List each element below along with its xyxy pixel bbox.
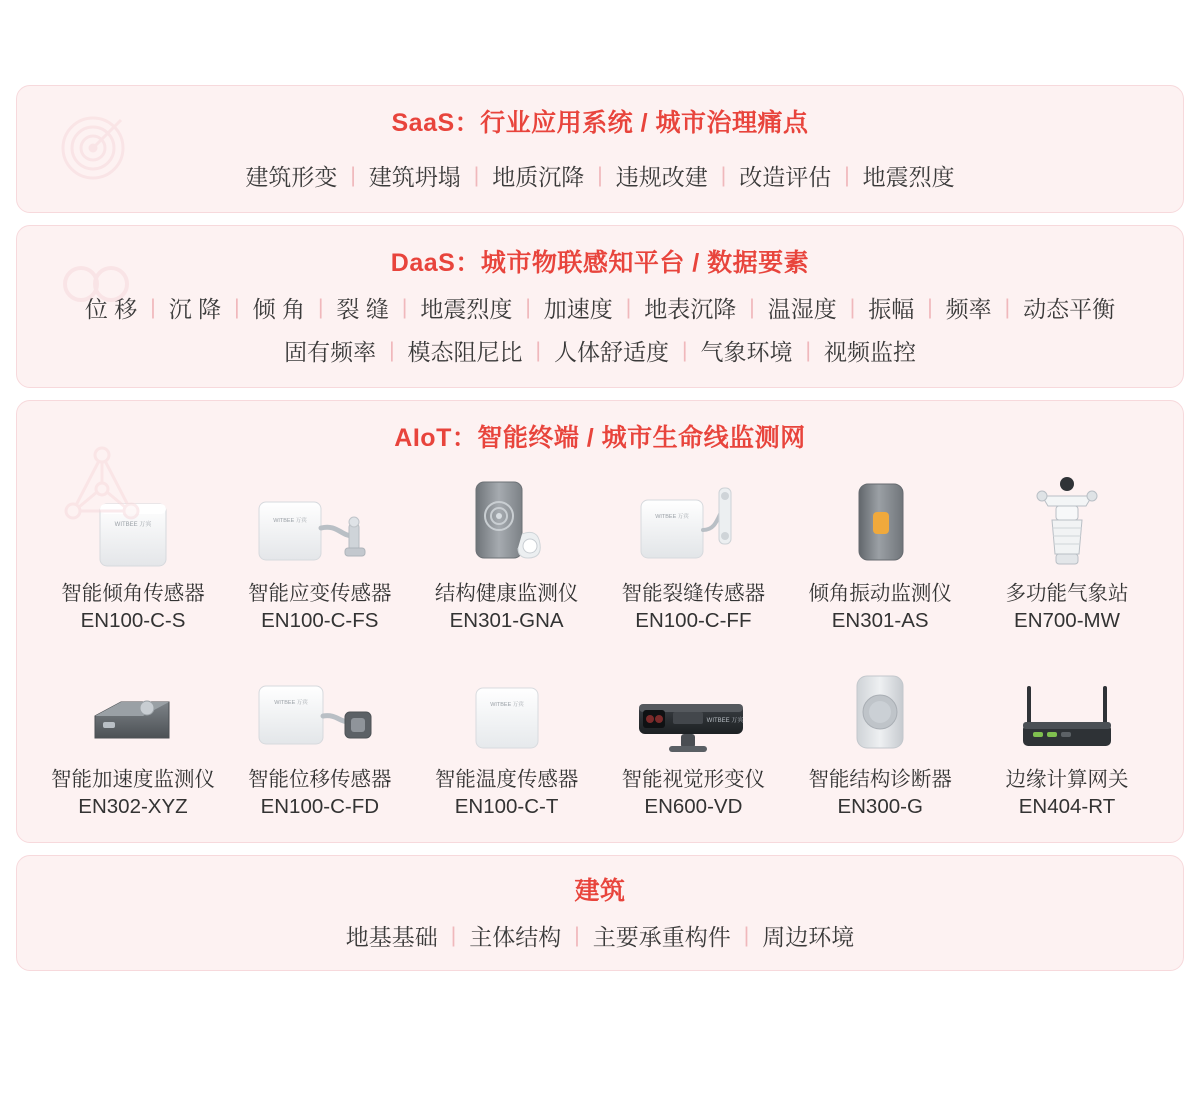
device-model: EN700-MW xyxy=(1014,609,1120,633)
separator: | xyxy=(1004,296,1011,319)
layer-card-daas xyxy=(16,225,1184,388)
crack-sensor-icon xyxy=(607,466,779,574)
svg-text:WITBEE 万宾: WITBEE 万宾 xyxy=(273,700,308,707)
separator: | xyxy=(401,296,408,319)
layer-card-saas xyxy=(16,85,1184,213)
svg-text:WITBEE 万宾: WITBEE 万宾 xyxy=(114,522,152,528)
saas-tag: 地震烈度 xyxy=(862,164,955,190)
separator: | xyxy=(450,924,457,948)
device-model: EN100-C-FD xyxy=(260,795,380,819)
device-name: 智能应变传感器 xyxy=(248,582,392,605)
daas-title-en: DaaS： xyxy=(390,249,481,277)
accelerometer-icon xyxy=(47,652,219,760)
separator: | xyxy=(682,339,688,362)
saas-tag: 改造评估 xyxy=(739,164,832,190)
saas-title xyxy=(17,86,1183,145)
daas-tag: 位 移 xyxy=(84,296,138,322)
separator: | xyxy=(350,164,356,187)
separator: | xyxy=(525,296,531,319)
daas-tag: 频率 xyxy=(945,296,992,322)
daas-tag-row-1 xyxy=(17,285,1183,326)
separator: | xyxy=(150,296,156,319)
device-card[interactable] xyxy=(234,652,406,820)
daas-tag: 振幅 xyxy=(868,296,915,322)
device-grid xyxy=(17,460,1183,842)
separator: | xyxy=(625,296,632,319)
saas-tag: 地质沉降 xyxy=(492,164,585,190)
separator: | xyxy=(927,296,933,319)
building-title-cn: 建筑 xyxy=(574,877,626,906)
device-model: EN600-VD xyxy=(644,795,743,819)
separator: | xyxy=(749,296,755,319)
structure-diagnostor-icon xyxy=(794,652,966,760)
device-model: EN300-G xyxy=(837,795,923,819)
device-model: EN100-C-FS xyxy=(261,609,379,633)
device-card[interactable] xyxy=(794,466,966,634)
temperature-sensor-icon xyxy=(421,652,593,760)
saas-title-en: SaaS： xyxy=(391,109,481,137)
svg-text:WITBEE 万宾: WITBEE 万宾 xyxy=(272,518,307,524)
device-model: EN100-C-T xyxy=(454,795,559,819)
device-model: EN301-GNA xyxy=(449,609,564,633)
device-name: 边缘计算网关 xyxy=(1005,768,1129,792)
device-model: EN100-C-FF xyxy=(635,609,752,633)
daas-tag: 地表沉降 xyxy=(644,296,737,322)
device-name: 多功能气象站 xyxy=(1005,582,1129,605)
svg-text:WITBEE 万宾: WITBEE 万宾 xyxy=(707,718,744,725)
separator: | xyxy=(743,924,750,948)
building-title xyxy=(17,856,1183,909)
device-name: 智能倾角传感器 xyxy=(61,582,205,605)
saas-tag: 违规改建 xyxy=(615,164,708,190)
daas-tag: 倾 角 xyxy=(252,296,305,322)
daas-tag: 沉 降 xyxy=(168,296,222,322)
device-model: EN100-C-S xyxy=(80,609,186,633)
vibration-monitor-icon xyxy=(794,466,966,574)
device-card[interactable] xyxy=(981,652,1153,820)
svg-text:WITBEE 万宾: WITBEE 万宾 xyxy=(489,702,524,709)
tilt-sensor-icon xyxy=(47,466,219,574)
saas-tag: 建筑形变 xyxy=(245,164,338,190)
device-name: 倾角振动监测仪 xyxy=(808,582,952,605)
separator: | xyxy=(844,164,850,187)
device-name: 智能位移传感器 xyxy=(248,768,392,792)
daas-tag: 裂 缝 xyxy=(336,296,389,322)
device-card[interactable] xyxy=(47,466,219,634)
device-name: 智能加速度监测仪 xyxy=(51,768,215,792)
separator: | xyxy=(234,296,240,319)
vision-deformation-camera-icon xyxy=(607,652,779,760)
separator: | xyxy=(389,339,395,362)
device-card[interactable] xyxy=(47,652,219,820)
edge-gateway-icon xyxy=(981,652,1153,760)
aiot-title-cn: 智能终端 / 城市生命线监测网 xyxy=(477,424,806,452)
layer-card-building xyxy=(16,855,1184,971)
separator: | xyxy=(720,164,727,187)
daas-tag: 人体舒适度 xyxy=(554,339,669,365)
device-card[interactable] xyxy=(607,466,779,634)
separator: | xyxy=(535,339,541,362)
device-card[interactable] xyxy=(421,652,593,820)
daas-tag-row-2 xyxy=(17,326,1183,387)
displacement-sensor-icon xyxy=(234,652,406,760)
device-model: EN302-XYZ xyxy=(78,795,188,819)
device-card[interactable] xyxy=(421,466,593,634)
structural-health-monitor-icon xyxy=(421,466,593,574)
device-name: 结构健康监测仪 xyxy=(434,582,579,605)
separator: | xyxy=(574,924,580,948)
device-card[interactable] xyxy=(981,466,1153,634)
device-model: EN301-AS xyxy=(831,609,929,633)
building-tag: 周边环境 xyxy=(762,924,855,951)
device-card[interactable] xyxy=(234,466,406,634)
building-tag: 地基基础 xyxy=(345,924,438,951)
device-row xyxy=(47,652,1153,820)
daas-title xyxy=(17,226,1183,285)
separator: | xyxy=(805,339,811,362)
device-model: EN404-RT xyxy=(1018,795,1116,819)
daas-title-cn: 城市物联感知平台 / 数据要素 xyxy=(480,249,810,277)
svg-text:WITBEE 万宾: WITBEE 万宾 xyxy=(655,514,690,520)
building-tag-row xyxy=(17,909,1183,970)
building-tag: 主要承重构件 xyxy=(592,924,731,951)
separator: | xyxy=(473,164,480,187)
separator: | xyxy=(317,296,324,319)
saas-tag: 建筑坍塌 xyxy=(368,164,461,190)
separator: | xyxy=(597,164,603,187)
aiot-title xyxy=(17,401,1183,460)
daas-tag: 温湿度 xyxy=(767,296,837,322)
weather-station-icon xyxy=(981,466,1153,574)
device-name: 智能裂缝传感器 xyxy=(621,582,766,605)
daas-tag: 动态平衡 xyxy=(1023,296,1116,322)
device-name: 智能视觉形变仪 xyxy=(621,768,766,792)
saas-title-cn: 行业应用系统 / 城市治理痛点 xyxy=(480,109,809,137)
separator: | xyxy=(849,296,856,319)
daas-tag: 视频监控 xyxy=(823,339,916,365)
aiot-title-en: AIoT： xyxy=(394,424,478,452)
saas-tag-row xyxy=(17,145,1183,212)
layer-card-aiot xyxy=(16,400,1184,843)
device-card[interactable] xyxy=(607,652,779,820)
daas-tag: 气象环境 xyxy=(700,339,793,365)
device-name: 智能结构诊断器 xyxy=(808,768,952,792)
device-row xyxy=(47,466,1153,634)
strain-sensor-icon xyxy=(234,466,406,574)
device-card[interactable] xyxy=(794,652,966,820)
device-name: 智能温度传感器 xyxy=(434,768,579,792)
daas-tag: 地震烈度 xyxy=(420,296,513,322)
daas-tag: 固有频率 xyxy=(284,339,377,365)
daas-tag: 加速度 xyxy=(543,296,613,322)
daas-tag: 模态阻尼比 xyxy=(407,339,523,365)
building-tag: 主体结构 xyxy=(469,924,562,951)
